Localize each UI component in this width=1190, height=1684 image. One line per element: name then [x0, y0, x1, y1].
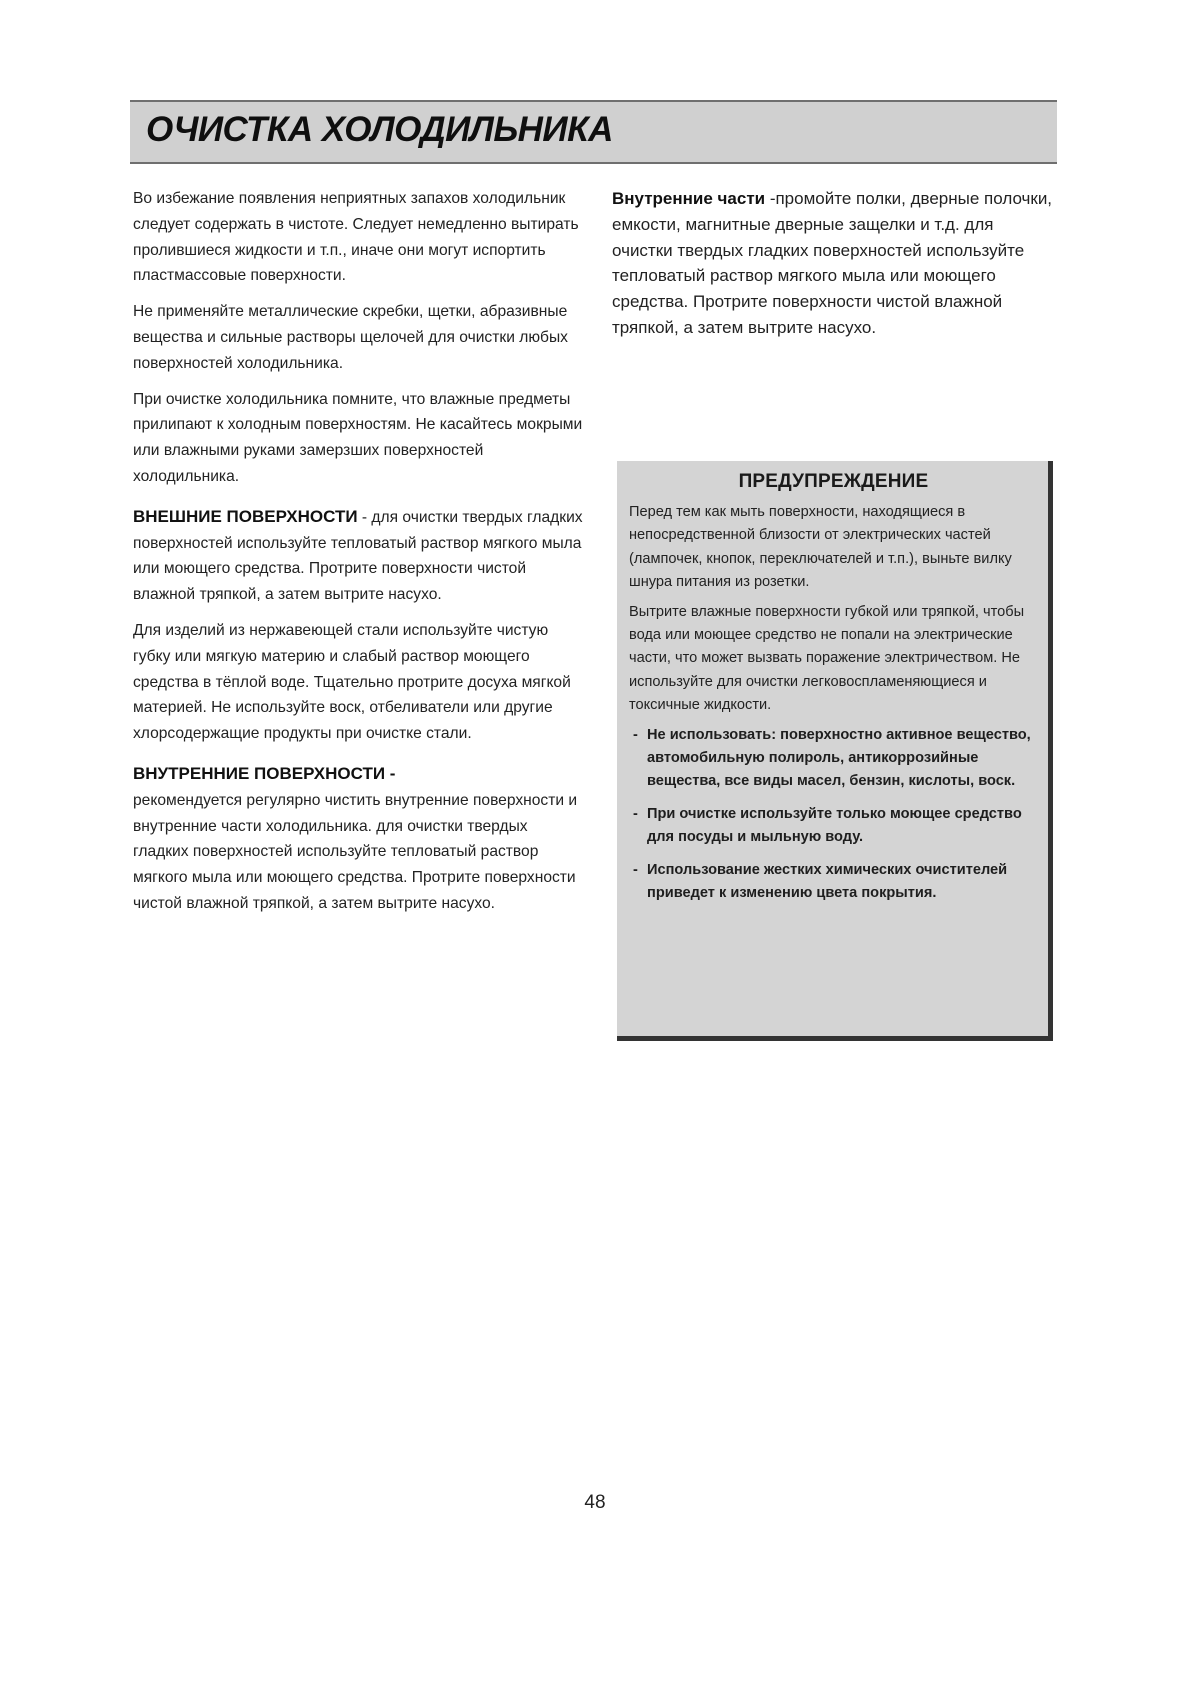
warning-unplug-paragraph: Перед тем как мыть поверхности, находящиеся в непосредственной близости от электрических частей (лампочек, кнопок, переключателей и т.п.), выньте вилку шнура питания из розетки.	[629, 504, 1012, 591]
internal-surfaces-text: рекомендуется регулярно чистить внутренние поверхности и внутренние части холодильника. для очистки твердых гладких поверхностей используйте тепловатый раствор мягкого мыла или моющего средства. Протрите поверхности чистой влажной тряпкой, а затем вытрите насухо.	[133, 791, 578, 912]
internal-surfaces-heading: ВНУТРЕННИЕ ПОВЕРХНОСТИ -	[133, 763, 396, 783]
no-abrasives-paragraph: Не применяйте металлические скребки, щетки, абразивные вещества и сильные растворы щелочей для очистки любых поверхностей холодильника.	[133, 303, 568, 372]
warning-title: ПРЕДУПРЕЖДЕНИЕ	[738, 471, 929, 492]
warning-list	[629, 724, 1038, 906]
bullet-icon: -	[633, 861, 638, 878]
stainless-steel-paragraph: Для изделий из нержавеющей стали используйте чистую губку или мягкую материю и слабый раствор моющего средства в тёплой воде. Тщательно протрите досуха мягкой материей. Не используйте воск, отбеливатели или другие хлорсодержащие продукты при очистке стали.	[133, 621, 571, 743]
wet-hands-paragraph: При очистке холодильника помните, что влажные предметы прилипают к холодным поверхностям. Не касайтесь мокрыми или влажными руками замерзших поверхностей холодильника.	[133, 390, 583, 485]
warning-list-item: - Использование жестких химических очистителей приведет к изменению цвета покрытия.	[629, 859, 1038, 906]
warning-list-item: - При очистке используйте только моющее средство для посуды и мыльную воду.	[629, 803, 1038, 850]
internal-surfaces-section	[133, 761, 583, 917]
intro-paragraph: Во избежание появления неприятных запахов холодильник следует содержать в чистоте. Следует немедленно вытирать пролившиеся жидкости и т.п., иначе они могут испортить пластмассовые поверхности.	[133, 190, 579, 285]
warning-list-item: - Не использовать: поверхностно активное вещество, автомобильную полироль, антикоррозийные вещества, все виды масел, бензин, кислоты, воск.	[629, 724, 1038, 794]
left-column	[133, 186, 583, 927]
warning-box	[617, 461, 1053, 1041]
right-column	[612, 186, 1057, 341]
warning-wipe-paragraph: Вытрите влажные поверхности губкой или тряпкой, чтобы вода или моющее средство не попали на электрические части, что может вызвать поражение электричеством. Не используйте для очистки легковоспламеняющиеся и токсичные жидкости.	[629, 603, 1025, 714]
page-number: 48	[584, 1492, 606, 1513]
inner-parts-heading: Внутренние части	[612, 189, 766, 208]
external-surfaces-section	[133, 504, 583, 608]
title-bar	[130, 100, 1057, 164]
bullet-icon: -	[633, 726, 638, 743]
bullet-icon: -	[633, 805, 638, 822]
external-surfaces-text: - для очистки твердых гладких поверхностей используйте тепловатый раствор мягкого мыла или моющего средства. Протрите поверхности чистой влажной тряпкой, а затем вытрите насухо.	[133, 508, 583, 604]
external-surfaces-heading: ВНЕШНИЕ ПОВЕРХНОСТИ	[133, 506, 358, 526]
inner-parts-text: -промойте полки, дверные полочки, емкости, магнитные дверные защелки и т.д. для очистки твердых гладких поверхностей используйте тепловатый раствор мягкого мыла или моющего средства. Протрите поверхности чистой влажной тряпкой, а затем вытрите насухо.	[612, 189, 1053, 337]
inner-parts-paragraph	[612, 186, 1057, 341]
page-title: ОЧИСТКА ХОЛОДИЛЬНИКА	[146, 110, 613, 149]
